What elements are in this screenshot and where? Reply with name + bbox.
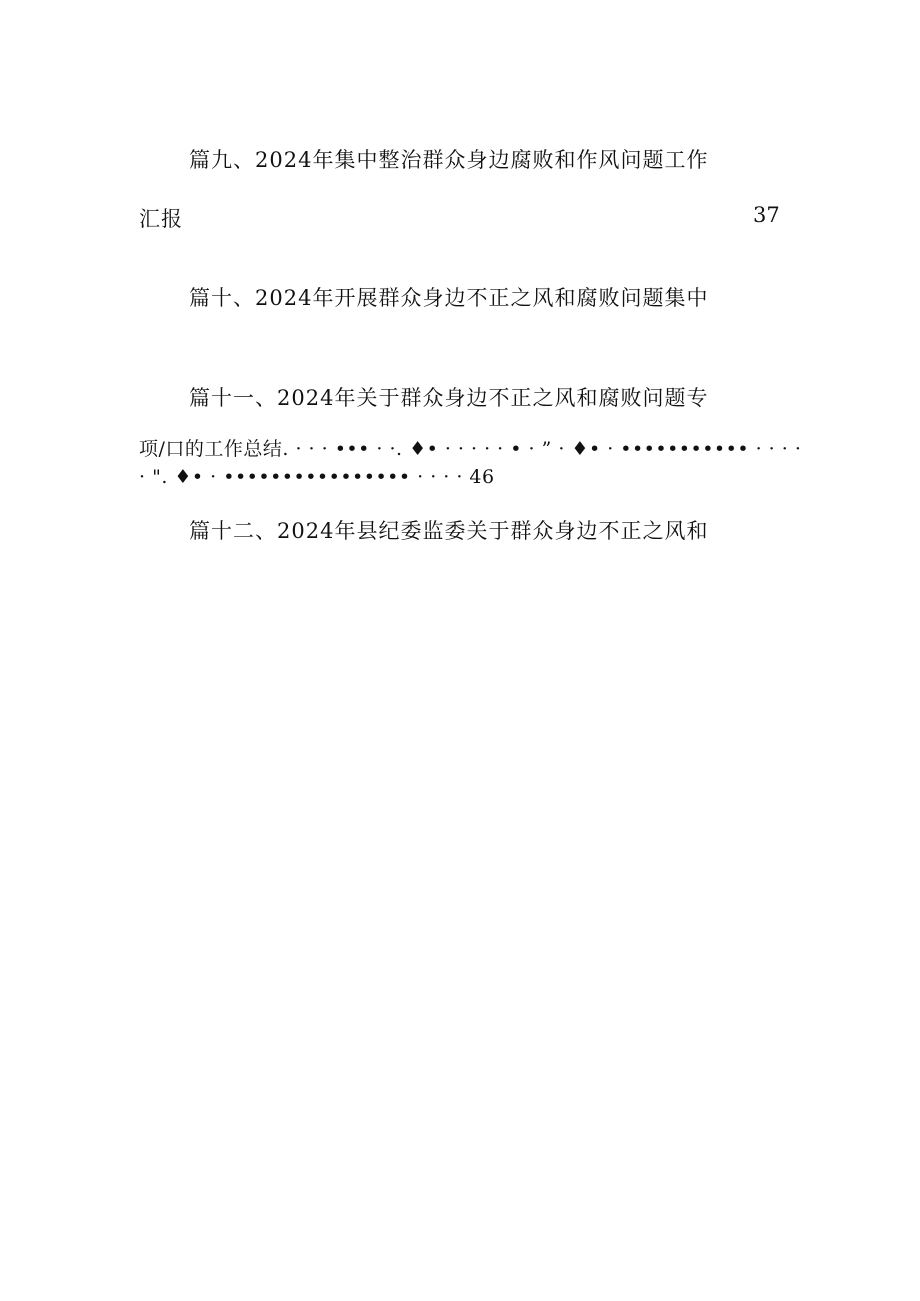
- toc-entry-11-leader-and-page: · ". ♦• · •••••••••••••••• · · · · 46: [139, 466, 495, 488]
- toc-entry-9-page-number: 37: [753, 203, 780, 227]
- toc-entry-11-title: 篇十一、2024年关于群众身边不正之风和腐败问题专: [189, 386, 709, 410]
- toc-entry-9-title: 篇九、2024年集中整治群众身边腐败和作风问题工作: [189, 148, 709, 172]
- toc-entry-10-title: 篇十、2024年开展群众身边不正之风和腐败问题集中: [189, 286, 709, 310]
- toc-entry-9-title-continued: 汇报: [139, 207, 183, 231]
- toc-entry-12-title: 篇十二、2024年县纪委监委关于群众身边不正之风和: [189, 519, 709, 543]
- toc-entry-11-title-continued: 项/口的工作总结. · · · ••• · ·. ♦• · · · · · • · ” · ♦• · ••••••••••• · · · ·: [139, 438, 802, 460]
